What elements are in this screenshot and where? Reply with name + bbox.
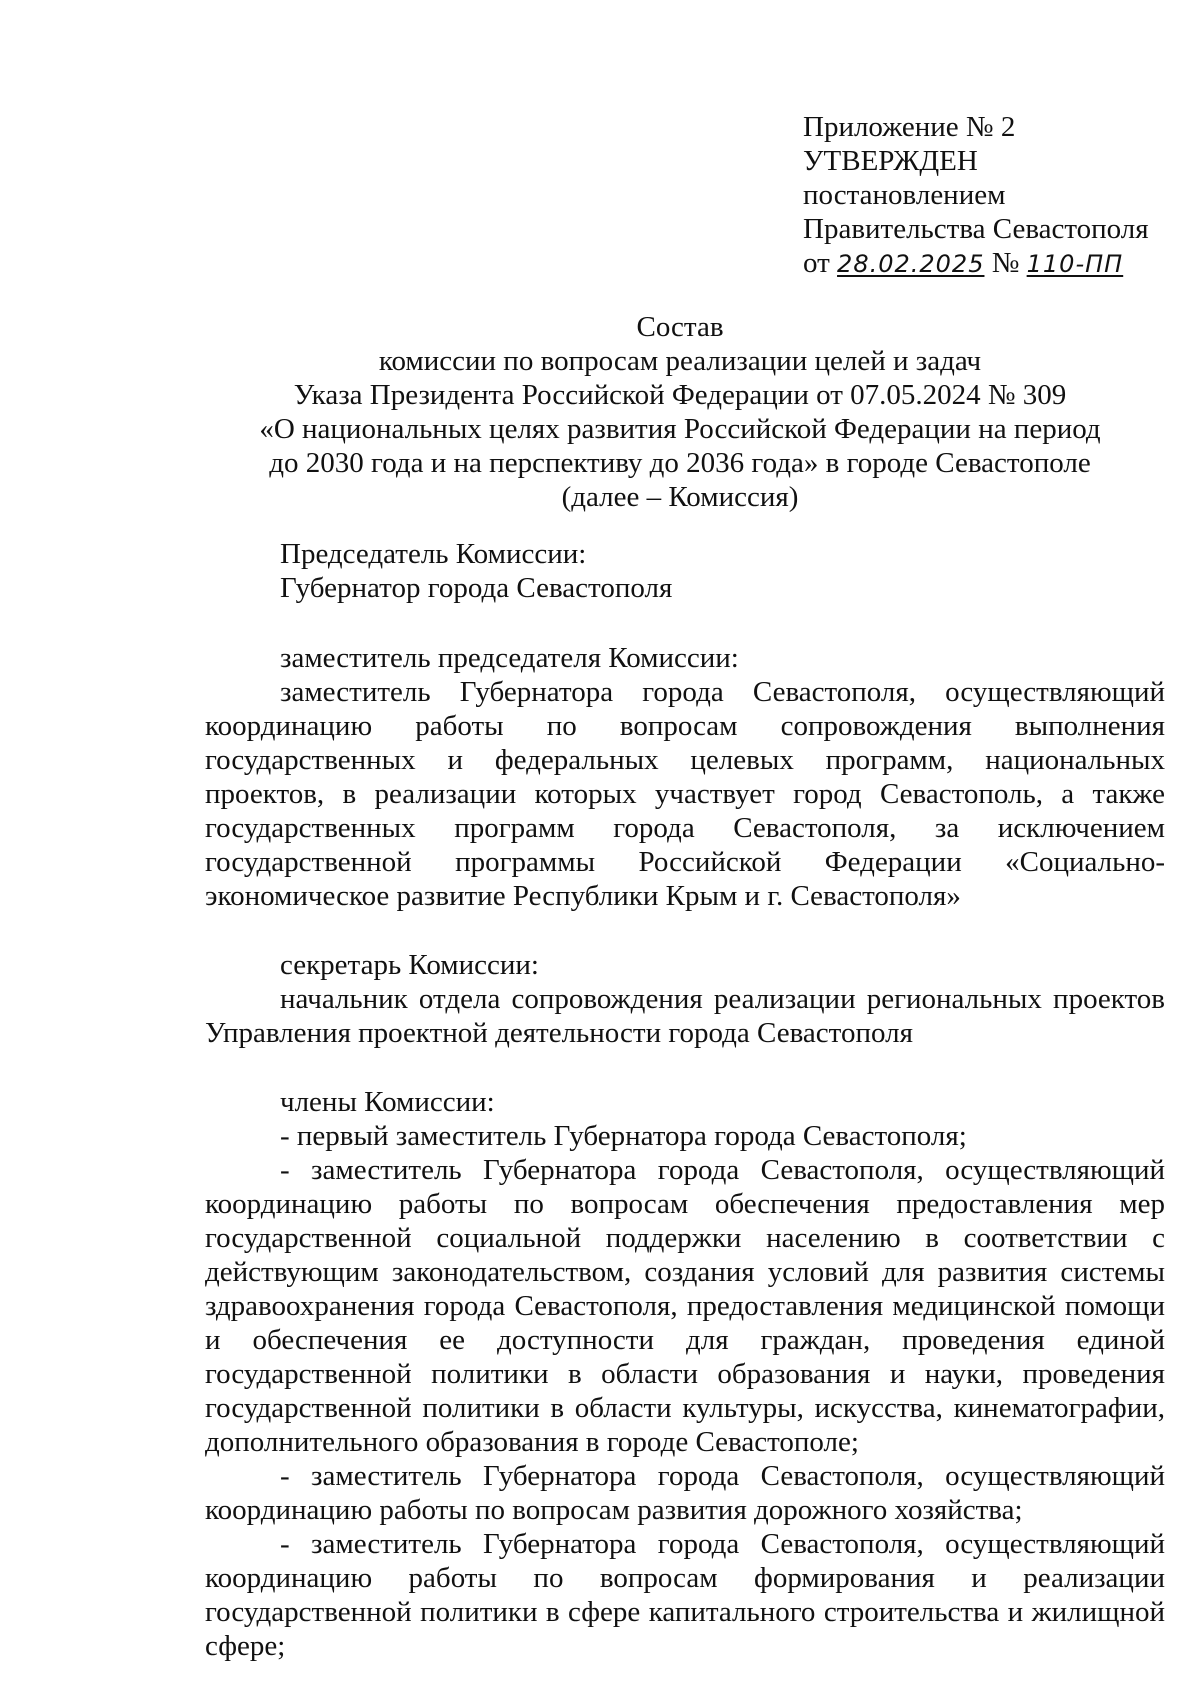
member-item: - заместитель Губернатора города Севастополя, осуществляющий координацию работы по вопросам обеспечения предоставления мер государственной социальной поддержки населению в соответствии с действующим законодательством, создания условий для развития системы здравоохранения города Севастополя, предоставления медицинской помощи и обеспечения ее доступности для граждан, проведения единой государственной политики в области образования и науки, проведения государственной политики в области культуры, искусства, кинематографии, дополнительного образования в городе Севастополе; (205, 1154, 1165, 1458)
member-item: - первый заместитель Губернатора города Севастополя; (280, 1120, 967, 1152)
deputy-heading: заместитель председателя Комиссии: (280, 642, 739, 674)
chair-person: Губернатор города Севастополя (280, 572, 673, 604)
annex-number: Приложение № 2 (803, 111, 1016, 143)
title-line-5: до 2030 года и на перспективу до 2036 года» в городе Севастополе (269, 447, 1091, 479)
secretary-description: начальник отдела сопровождения реализации региональных проектов Управления проектной деятельности города Севастополя (205, 983, 1165, 1049)
title-line-4: «О национальных целях развития Российской Федерации на период (259, 413, 1101, 445)
handwritten-number: 110-ПП (1026, 250, 1124, 278)
title-line-6: (далее – Комиссия) (561, 481, 799, 513)
chair-heading: Председатель Комиссии: (280, 538, 587, 570)
title-line-2: комиссии по вопросам реализации целей и задач (378, 345, 982, 377)
deputy-description: заместитель Губернатора города Севастополя, осуществляющий координацию работы по вопросам сопровождения выполнения государственных и федеральных целевых программ, национальных проектов, в реализации которых участвует город Севастополь, а также государственных программ города Севастополя, за исключением государственной программы Российской Федерации «Социально-экономическое развитие Республики Крым и г. Севастополя» (205, 676, 1165, 912)
resolution-label: постановлением (803, 179, 1006, 211)
members-heading: члены Комиссии: (280, 1086, 495, 1118)
member-item: - заместитель Губернатора города Севастополя, осуществляющий координацию работы по вопросам формирования и реализации государственной политики в сфере капитального строительства и жилищной сфере; (205, 1528, 1165, 1662)
title-line-1: Состав (636, 311, 724, 343)
approved-stamp-text: УТВЕРЖДЕН (803, 145, 978, 177)
date-number-line (803, 246, 1163, 281)
date-prefix: от (803, 247, 838, 279)
number-prefix: № (991, 247, 1027, 279)
secretary-heading: секретарь Комиссии: (280, 949, 539, 981)
approval-block (803, 110, 1163, 281)
member-item: - заместитель Губернатора города Севастополя, осуществляющий координацию работы по вопросам развития дорожного хозяйства; (205, 1460, 1165, 1526)
document-title (200, 310, 1160, 514)
handwritten-date: 28.02.2025 (837, 250, 985, 278)
title-line-3: Указа Президента Российской Федерации от 07.05.2024 № 309 (293, 379, 1067, 411)
document-body (205, 537, 1165, 1663)
government-name: Правительства Севастополя (803, 213, 1149, 245)
